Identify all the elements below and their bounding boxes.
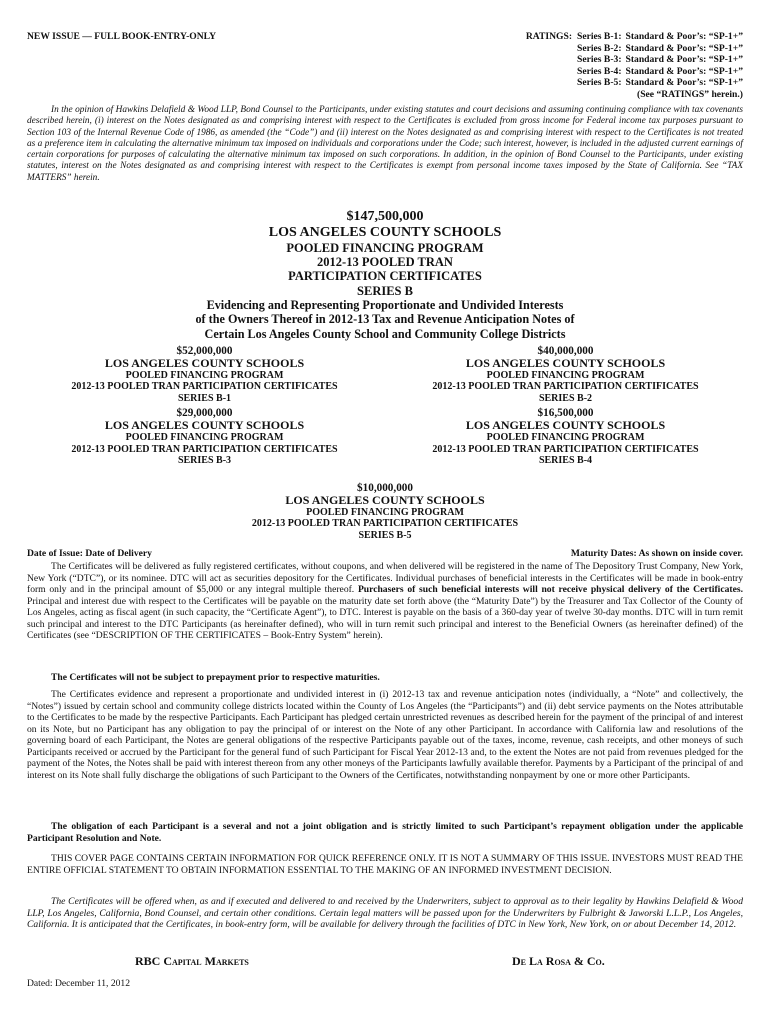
book-entry-text-a: The Certificates will be delivered as fully registered certificates, without coupons, and when delivered will be registered in the name of The Depository Trust Company, New York, New York (“DTC”), or its nominee. DTC will act as securities depository for the Certificates. Individual purchases of beneficial interests in the Certificates will be made in book-entry form only and in the principal amount of $5,000 or any integral multiple thereof.	[27, 561, 743, 595]
series-program: POOLED FINANCING PROGRAM	[486, 432, 645, 444]
tax-opinion-paragraph: In the opinion of Hawkins Delafield & Wood LLP, Bond Counsel to the Participants, under existing statutes and court decisions and assuming continuing compliance with tax covenants described herein, (i) interest on the Notes designated as and comprising interest with respect to the Certificates is excluded from gross income for Federal income tax purposes pursuant to Section 103 of the Internal Revenue Code of 1986, as amended (the “Code”) and (ii) interest on the Notes designated as and comprising interest with respect to the Certificates is not treated as a preference item in calculating the alternative minimum tax imposed on individuals and corporations under the Code; such interest, however, is included in the adjusted current earnings of certain corporations for purposes of calculating the alternative minimum tax imposed on such corporations. In addition, in the opinion of Bond Counsel to the Participants, under existing statutes, interest on the Notes designated as and comprising interest with respect to the Certificates is exempt from personal income taxes imposed by the State of California. See “TAX MATTERS” herein.	[27, 105, 743, 183]
ratings-list	[577, 31, 743, 101]
underwriter-rbc: RBC Capital Markets	[135, 954, 249, 968]
rating-series: Series B-5:	[577, 77, 622, 89]
title-certificates: PARTICIPATION CERTIFICATES	[288, 269, 482, 284]
series-b3	[27, 407, 382, 466]
dated-line: Dated: December 11, 2012	[27, 978, 131, 989]
book-entry-bold-text: Purchasers of such beneficial interests will not receive physical delivery of the Certificates.	[357, 584, 743, 595]
series-label: SERIES B-1	[177, 392, 232, 404]
certificates-evidence-paragraph: The Certificates evidence and represent a proportionate and undivided interest in (i) 2012-13 tax and revenue anticipation notes (individually, a “Note” and collectively, the “Notes”) issued by certain school and community college districts located within the County of Los Angeles (the “Participants”) and (ii) debt service payments on the Notes attributable to the Certificates to be made by the respective Participants. Each Participant has pledged certain unrestricted revenues as described herein for the payment of the principal of and interest on its Note, but no Participant has any obligation to pay the principal of or interest on the Note of any other Participant. In accordance with California law and resolutions of the governing board of each Participant, the Notes are general obligations of the respective Participants payable out of the taxes, income, revenue, cash receipts, and other moneys of such Participants received or accrued by the Participant for the general fund of such Participant for Fiscal Year 2012-13 and, to the extent the Notes are not paid from revenues pledged for the payment of the Notes, the Notes shall be paid with interest thereon from any other moneys of the Participants lawfully available therefor. Payments by a Participant of the principal of and interest on its Note shall fully discharge the obligations of such Participant to the Owners of the Certificates, notwithstanding nonpayment by one or more other Participants.	[27, 689, 743, 781]
rating-series: Series B-3:	[577, 54, 622, 66]
evidencing-line-2: of the Owners Thereof in 2012-13 Tax and Revenue Anticipation Notes of	[195, 312, 575, 327]
rating-value: Standard & Poor’s: “SP-1+”	[625, 65, 743, 77]
series-program: POOLED FINANCING PROGRAM	[486, 370, 645, 381]
ratings-label: RATINGS:	[525, 31, 573, 42]
series-program: POOLED FINANCING PROGRAM	[306, 507, 464, 518]
evidencing-line-3: Certain Los Angeles County School and Community College Districts	[204, 326, 566, 341]
total-amount: $147,500,000	[346, 209, 424, 224]
rating-row	[577, 54, 743, 66]
series-program: POOLED FINANCING PROGRAM	[125, 370, 284, 381]
series-b4	[388, 407, 743, 466]
cover-page-notice: THIS COVER PAGE CONTAINS CERTAIN INFORMATION FOR QUICK REFERENCE ONLY. IT IS NOT A SUMMARY OF THIS ISSUE. INVESTORS MUST READ THE ENTIRE OFFICIAL STATEMENT TO OBTAIN INFORMATION ESSENTIAL TO THE MAKING OF AN INFORMED INVESTMENT DECISION.	[27, 853, 743, 876]
dates-row	[27, 548, 743, 559]
rating-value: Standard & Poor’s: “SP-1+”	[625, 54, 743, 66]
obligation-paragraph: The obligation of each Participant is a several and not a joint obligation and is strictly limited to such Participant’s repayment obligation under the applicable Participant Resolution and Note.	[27, 821, 743, 844]
book-entry-text-b: Principal and interest due with respect to the Certificates will be payable on the maturity date set forth above (the “Maturity Date”) by the Treasurer and Tax Collector of the County of Los Angeles, acting as fiscal agent (in such capacity, the “Certificate Agent”), to DTC. Interest is payable on the basis of a 360-day year of twelve 30-day months. DTC will in turn remit such principal and interest to the DTC Participants (as hereinafter defined), who will in turn remit such principal and interest to the Beneficial Owners (as hereinafter defined) of the Certificates (see “DESCRIPTION OF THE CERTIFICATES – Book-Entry System” herein).	[27, 595, 743, 641]
rating-row	[577, 31, 743, 43]
prepayment-paragraph: The Certificates will not be subject to prepayment prior to respective maturities.	[51, 672, 380, 683]
series-b5	[27, 482, 743, 541]
series-issuer: LOS ANGELES COUNTY SCHOOLS	[465, 418, 666, 433]
rating-series: Series B-1:	[577, 31, 622, 42]
rating-row	[577, 77, 743, 89]
series-amount: $29,000,000	[176, 407, 233, 420]
series-issuer: LOS ANGELES COUNTY SCHOOLS	[285, 493, 485, 507]
title-tran: 2012-13 POOLED TRAN	[317, 255, 453, 270]
series-row	[27, 345, 743, 404]
title-series: SERIES B	[357, 283, 413, 298]
ratings-see-note: (See “RATINGS” herein.)	[637, 88, 743, 100]
evidencing-line-1: Evidencing and Representing Proportionate and Undivided Interests	[206, 297, 564, 312]
series-grid	[27, 345, 743, 466]
series-b1	[27, 345, 382, 404]
date-of-issue: Date of Issue: Date of Delivery	[27, 548, 152, 559]
rating-value: Standard & Poor’s: “SP-1+”	[625, 77, 743, 89]
title-program: POOLED FINANCING PROGRAM	[286, 241, 484, 255]
issue-type: NEW ISSUE — FULL BOOK-ENTRY-ONLY	[27, 31, 217, 42]
series-issuer: LOS ANGELES COUNTY SCHOOLS	[104, 356, 305, 370]
series-label: SERIES B-4	[538, 455, 593, 467]
series-label: SERIES B-5	[358, 529, 412, 541]
maturity-dates: Maturity Dates: As shown on inside cover.	[570, 548, 743, 559]
series-certs: 2012-13 POOLED TRAN PARTICIPATION CERTIFICATES	[71, 443, 338, 455]
series-row	[27, 407, 743, 466]
series-amount: $40,000,000	[537, 345, 594, 357]
book-entry-paragraph	[27, 561, 743, 642]
title-issuer: LOS ANGELES COUNTY SCHOOLS	[268, 225, 502, 240]
rating-row	[577, 43, 743, 55]
series-b2	[388, 345, 743, 404]
series-certs: 2012-13 POOLED TRAN PARTICIPATION CERTIFICATES	[71, 381, 338, 393]
series-label: SERIES B-3	[177, 455, 232, 467]
ratings-block	[526, 31, 743, 101]
underwriter-de-la-rosa: De La Rosa & Co.	[512, 954, 605, 968]
series-certs: 2012-13 POOLED TRAN PARTICIPATION CERTIFICATES	[432, 443, 699, 455]
series-amount: $16,500,000	[537, 407, 594, 420]
title-block	[27, 208, 743, 341]
rating-series: Series B-2:	[577, 42, 622, 54]
series-issuer: LOS ANGELES COUNTY SCHOOLS	[104, 418, 305, 433]
offering-paragraph: The Certificates will be offered when, as and if executed and delivered to and received by the Underwriters, subject to approval as to their legality by Hawkins Delafield & Wood LLP, Los Angeles, California, Bond Counsel, and certain other conditions. Certain legal matters will be passed upon for the Underwriters by Fulbright & Jaworski L.L.P., Los Angeles, California. It is anticipated that the Certificates, in book-entry form, will be available for delivery through the facilities of DTC in New York, New York, on or about December 14, 2012.	[27, 896, 743, 930]
series-amount: $52,000,000	[176, 345, 233, 357]
rating-row	[577, 66, 743, 78]
series-certs: 2012-13 POOLED TRAN PARTICIPATION CERTIFICATES	[432, 381, 699, 393]
series-issuer: LOS ANGELES COUNTY SCHOOLS	[465, 356, 666, 370]
series-amount: $10,000,000	[357, 482, 413, 494]
header	[27, 31, 743, 103]
rating-value: Standard & Poor’s: “SP-1+”	[625, 31, 743, 42]
series-label: SERIES B-2	[538, 392, 593, 404]
series-program: POOLED FINANCING PROGRAM	[125, 432, 284, 444]
series-certs: 2012-13 POOLED TRAN PARTICIPATION CERTIFICATES	[251, 518, 519, 530]
rating-series: Series B-4:	[577, 65, 622, 77]
rating-value: Standard & Poor’s: “SP-1+”	[625, 42, 743, 54]
